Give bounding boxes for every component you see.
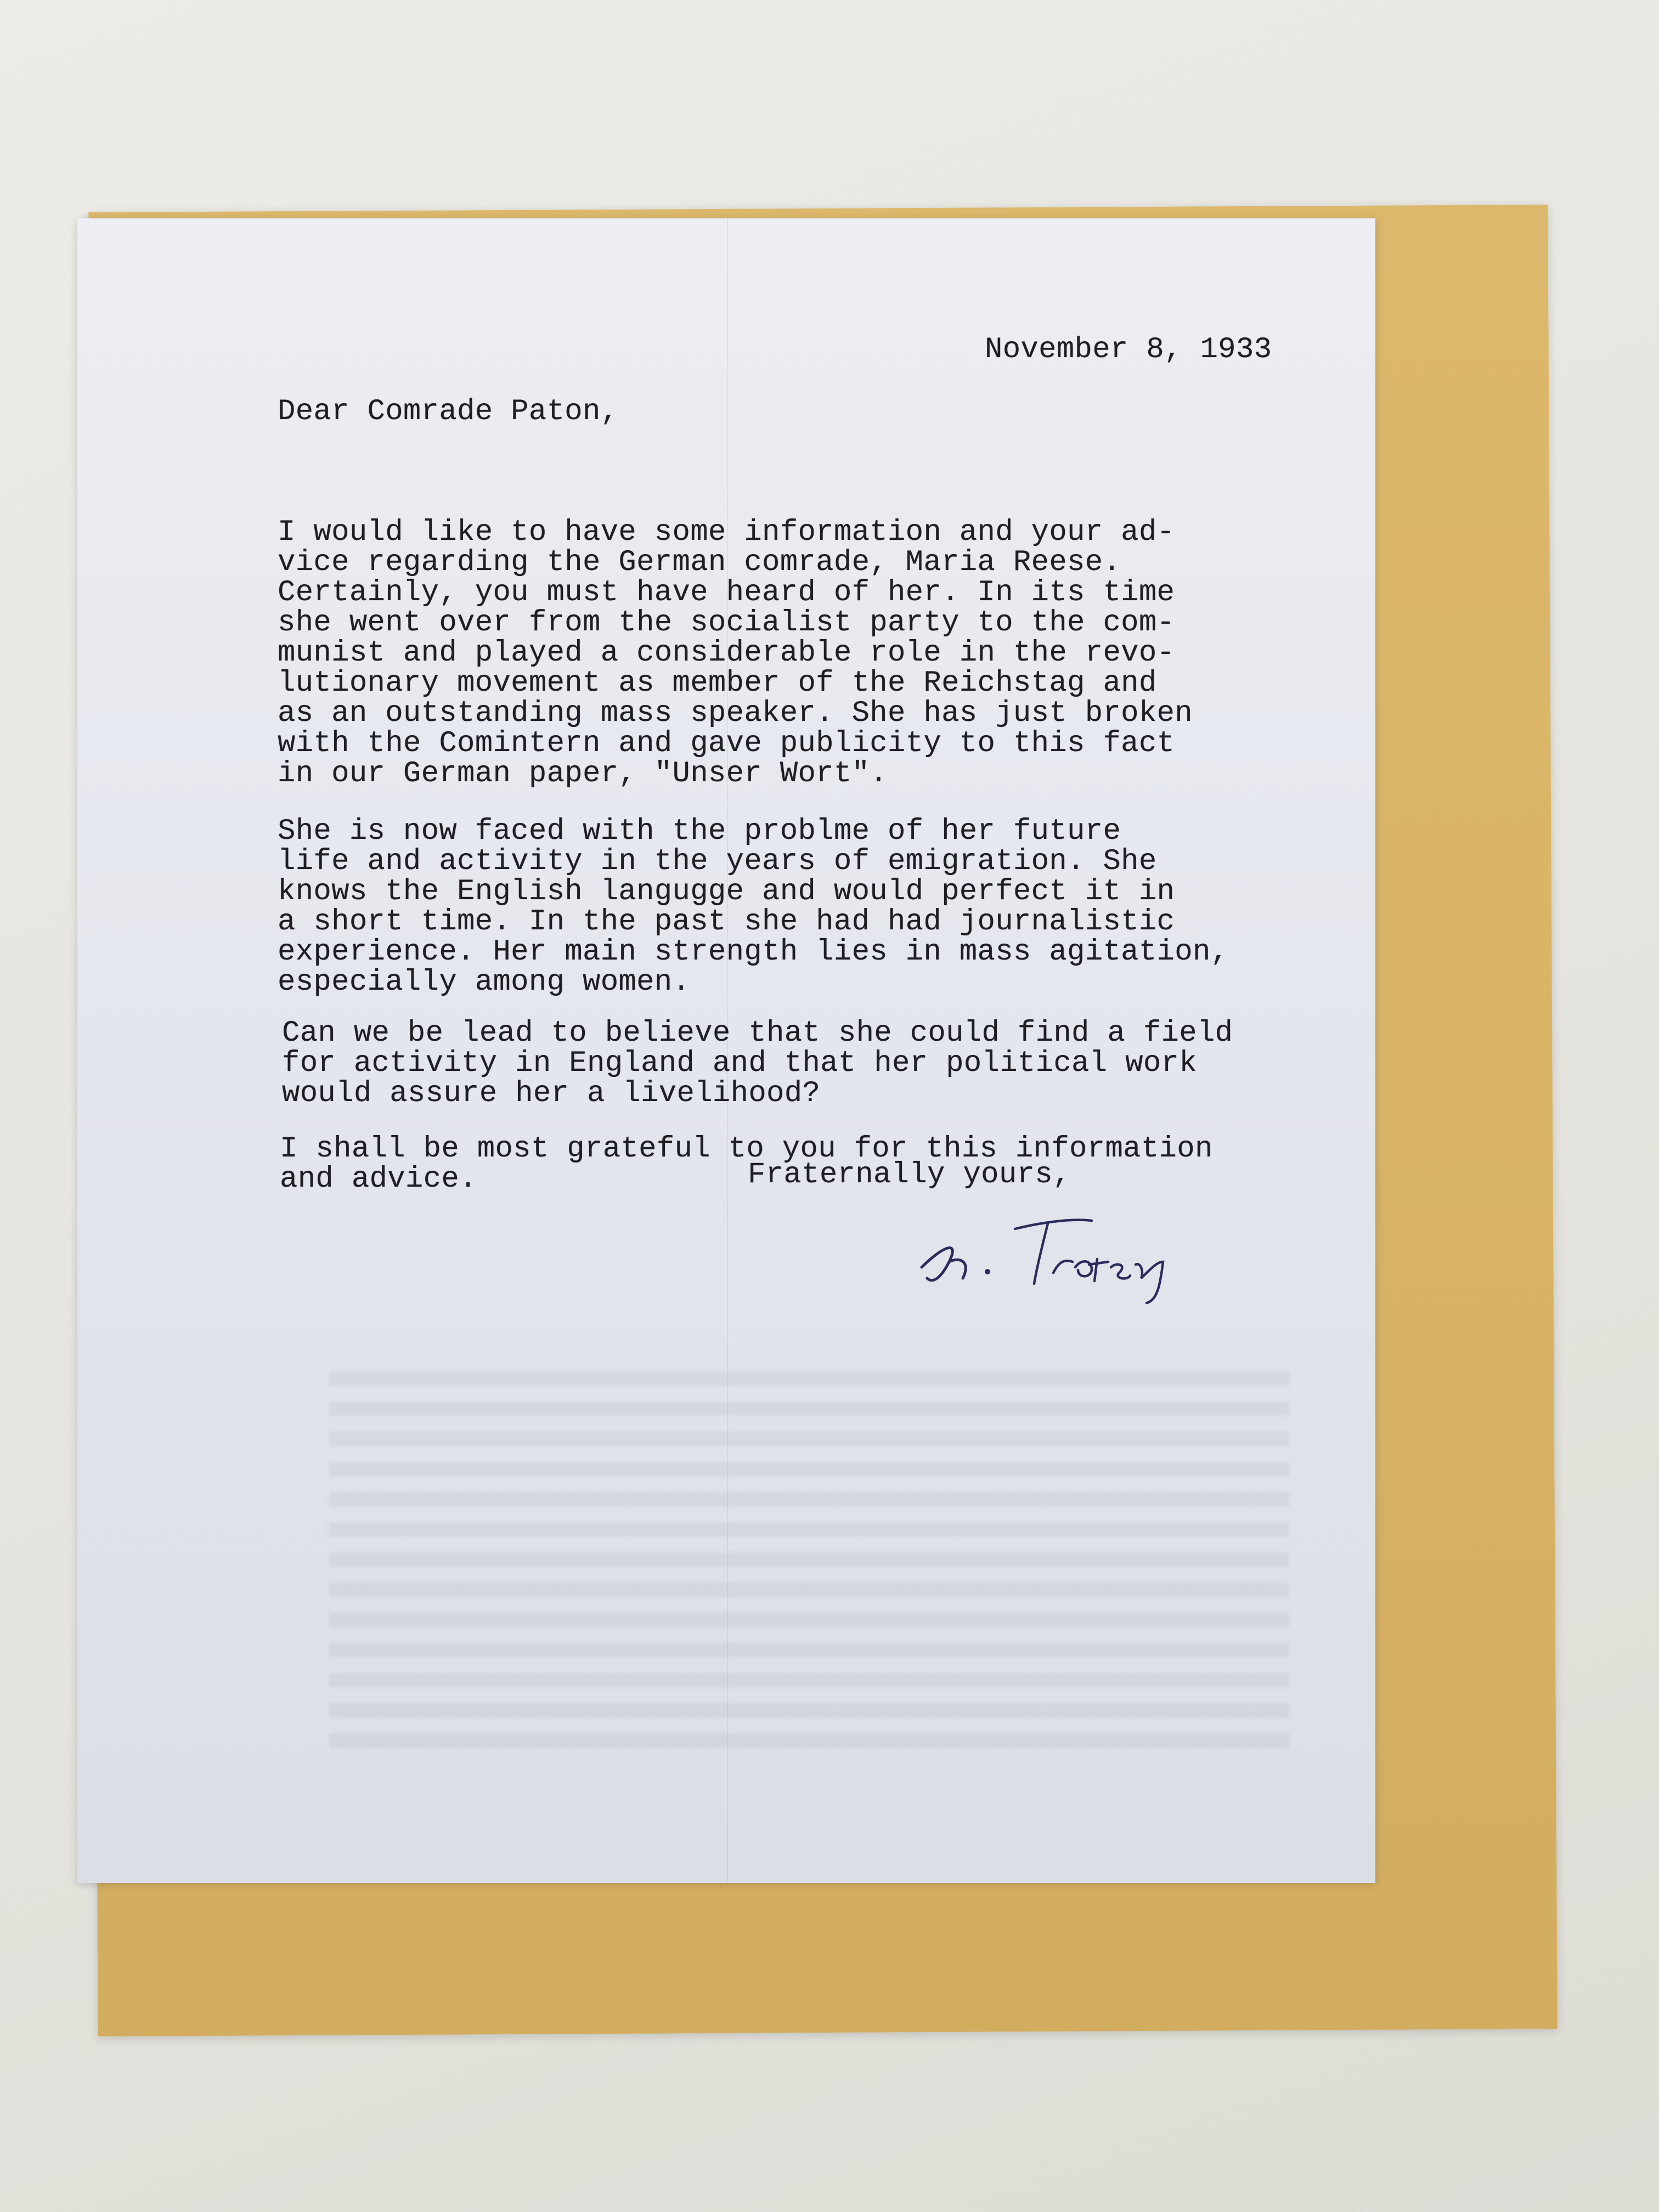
- text-line: She is now faced with the problme of her future: [278, 815, 1121, 848]
- text-line: vice regarding the German comrade, Maria Reese.: [278, 546, 1121, 579]
- text-line: life and activity in the years of emigration. She: [278, 845, 1157, 878]
- text-line: she went over from the socialist party to the com-: [278, 606, 1175, 640]
- text-line: experience. Her main strength lies in mass agitation,: [278, 935, 1229, 969]
- closing: Fraternally yours,: [748, 1158, 1071, 1192]
- text-line: I would like to have some information and your ad-: [278, 516, 1175, 549]
- text-line: with the Comintern and gave publicity to this fact: [278, 727, 1175, 760]
- show-through-text: [329, 1372, 1289, 1756]
- text-line: would assure her a livelihood?: [282, 1077, 821, 1110]
- text-line: munist and played a considerable role in the revo-: [278, 636, 1175, 670]
- text-line: as an outstanding mass speaker. She has just broken: [278, 697, 1193, 730]
- handwritten-signature: [911, 1207, 1207, 1306]
- paragraph-4: [280, 1074, 1213, 1224]
- text-line: lutionary movement as member of the Reichstag and: [278, 667, 1157, 700]
- text-line: a short time. In the past she had had journalistic: [278, 905, 1175, 939]
- text-line: Certainly, you must have heard of her. In its time: [278, 576, 1175, 610]
- text-line: I shall be most grateful to you for this information: [280, 1132, 1213, 1166]
- letter-date: November 8, 1933: [985, 333, 1272, 366]
- text-line: in our German paper, "Unser Wort".: [278, 757, 888, 791]
- text-line: for activity in England and that her political work: [282, 1047, 1197, 1080]
- text-line: and advice.: [280, 1163, 477, 1196]
- text-line: especially among women.: [278, 966, 691, 999]
- text-line: Can we be lead to believe that she could find a field: [282, 1017, 1233, 1050]
- text-line: knows the English langugge and would perfect it in: [278, 875, 1175, 909]
- salutation: Dear Comrade Paton,: [278, 395, 619, 428]
